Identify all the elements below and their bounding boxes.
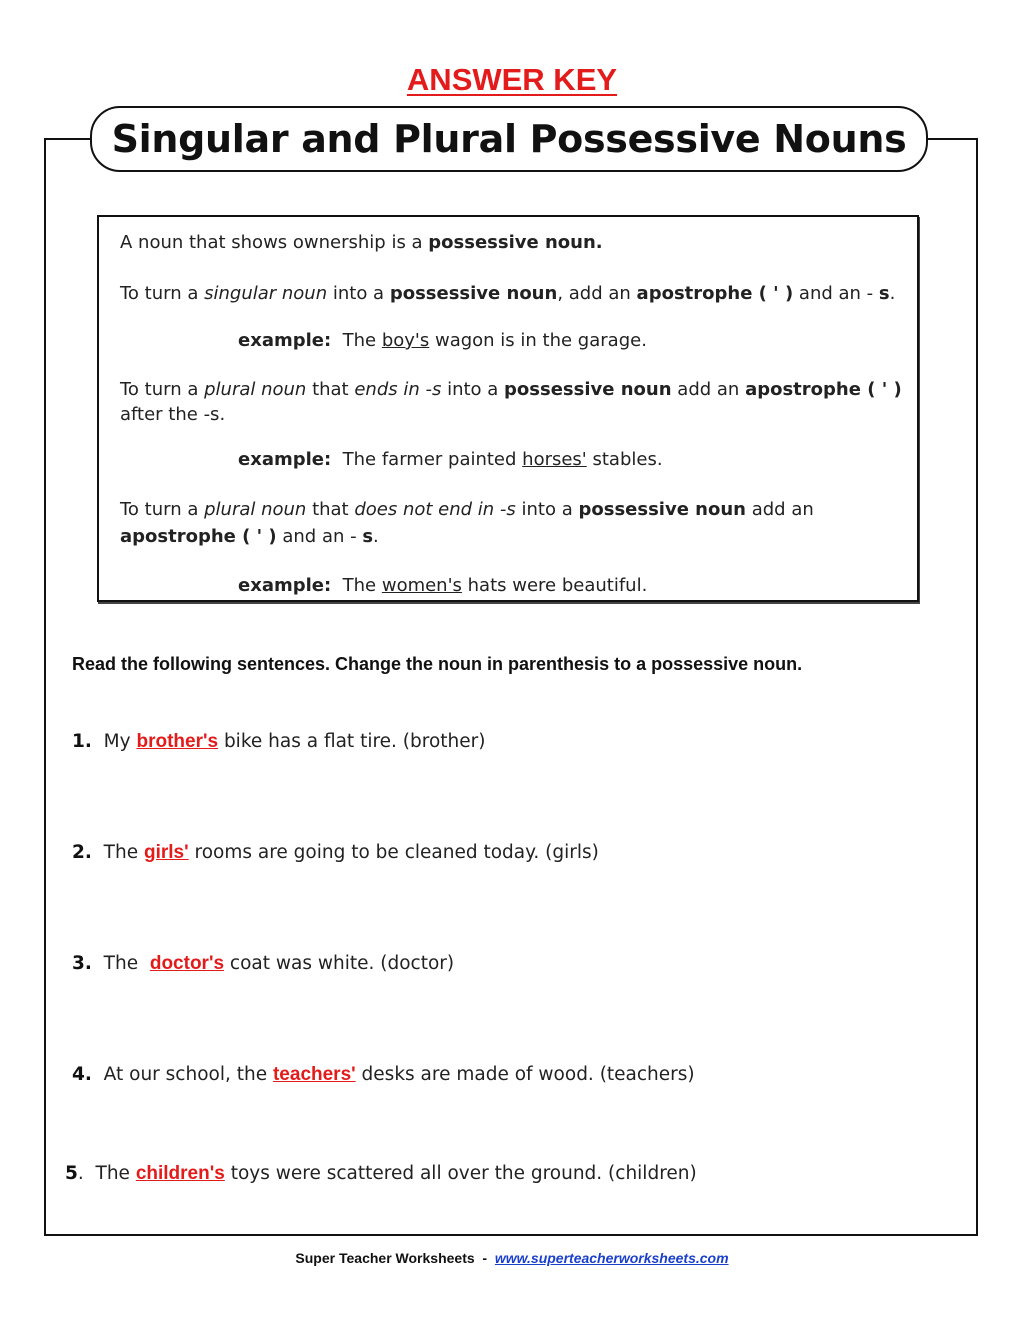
instructions: Read the following sentences. Change the noun in parenthesis to a possessive noun. <box>72 654 803 674</box>
page-title: Singular and Plural Possessive Nouns <box>111 117 907 161</box>
title-banner <box>90 106 928 172</box>
question-2: 2. The girls' rooms are going to be cleaned today. (girls) <box>72 842 599 863</box>
rule-plural-s: To turn a plural noun that ends in -s into a possessive noun add an apostrophe ( ' ) after the -s. <box>120 379 902 425</box>
footer: Super Teacher Worksheets - www.superteacherworksheets.com <box>295 1250 729 1266</box>
rule-definition: A noun that shows ownership is a possessive noun. <box>120 232 603 253</box>
question-3: 3. The doctor's coat was white. (doctor) <box>72 953 455 974</box>
rule-singular: To turn a singular noun into a possessive noun, add an apostrophe ( ' ) and an - s. <box>120 283 896 304</box>
footer-site-name: Super Teacher Worksheets <box>295 1250 475 1266</box>
rule-plural-no-s: To turn a plural noun that does not end in -s into a possessive noun add an apostrophe ( ' ) and an - s. <box>120 499 814 547</box>
answer-4: teachers' <box>272 1064 356 1085</box>
question-1: 1. My brother's bike has a flat tire. (brother) <box>72 731 486 752</box>
example-plural-s: example: The farmer painted horses' stables. <box>238 449 663 470</box>
answer-2: girls' <box>143 842 189 863</box>
answer-key-heading: ANSWER KEY <box>406 62 618 97</box>
example-plural-no-s: example: The women's hats were beautiful. <box>238 575 648 596</box>
example-singular: example: The boy's wagon is in the garage. <box>238 330 647 351</box>
footer-link[interactable]: www.superteacherworksheets.com <box>494 1250 729 1266</box>
question-5: 5. The children's toys were scattered all over the ground. (children) <box>65 1163 697 1184</box>
question-4: 4. At our school, the teachers' desks are made of wood. (teachers) <box>72 1064 695 1085</box>
answer-3: doctor's <box>149 953 225 974</box>
answer-5: children's <box>135 1163 225 1184</box>
answer-1: brother's <box>136 731 219 752</box>
